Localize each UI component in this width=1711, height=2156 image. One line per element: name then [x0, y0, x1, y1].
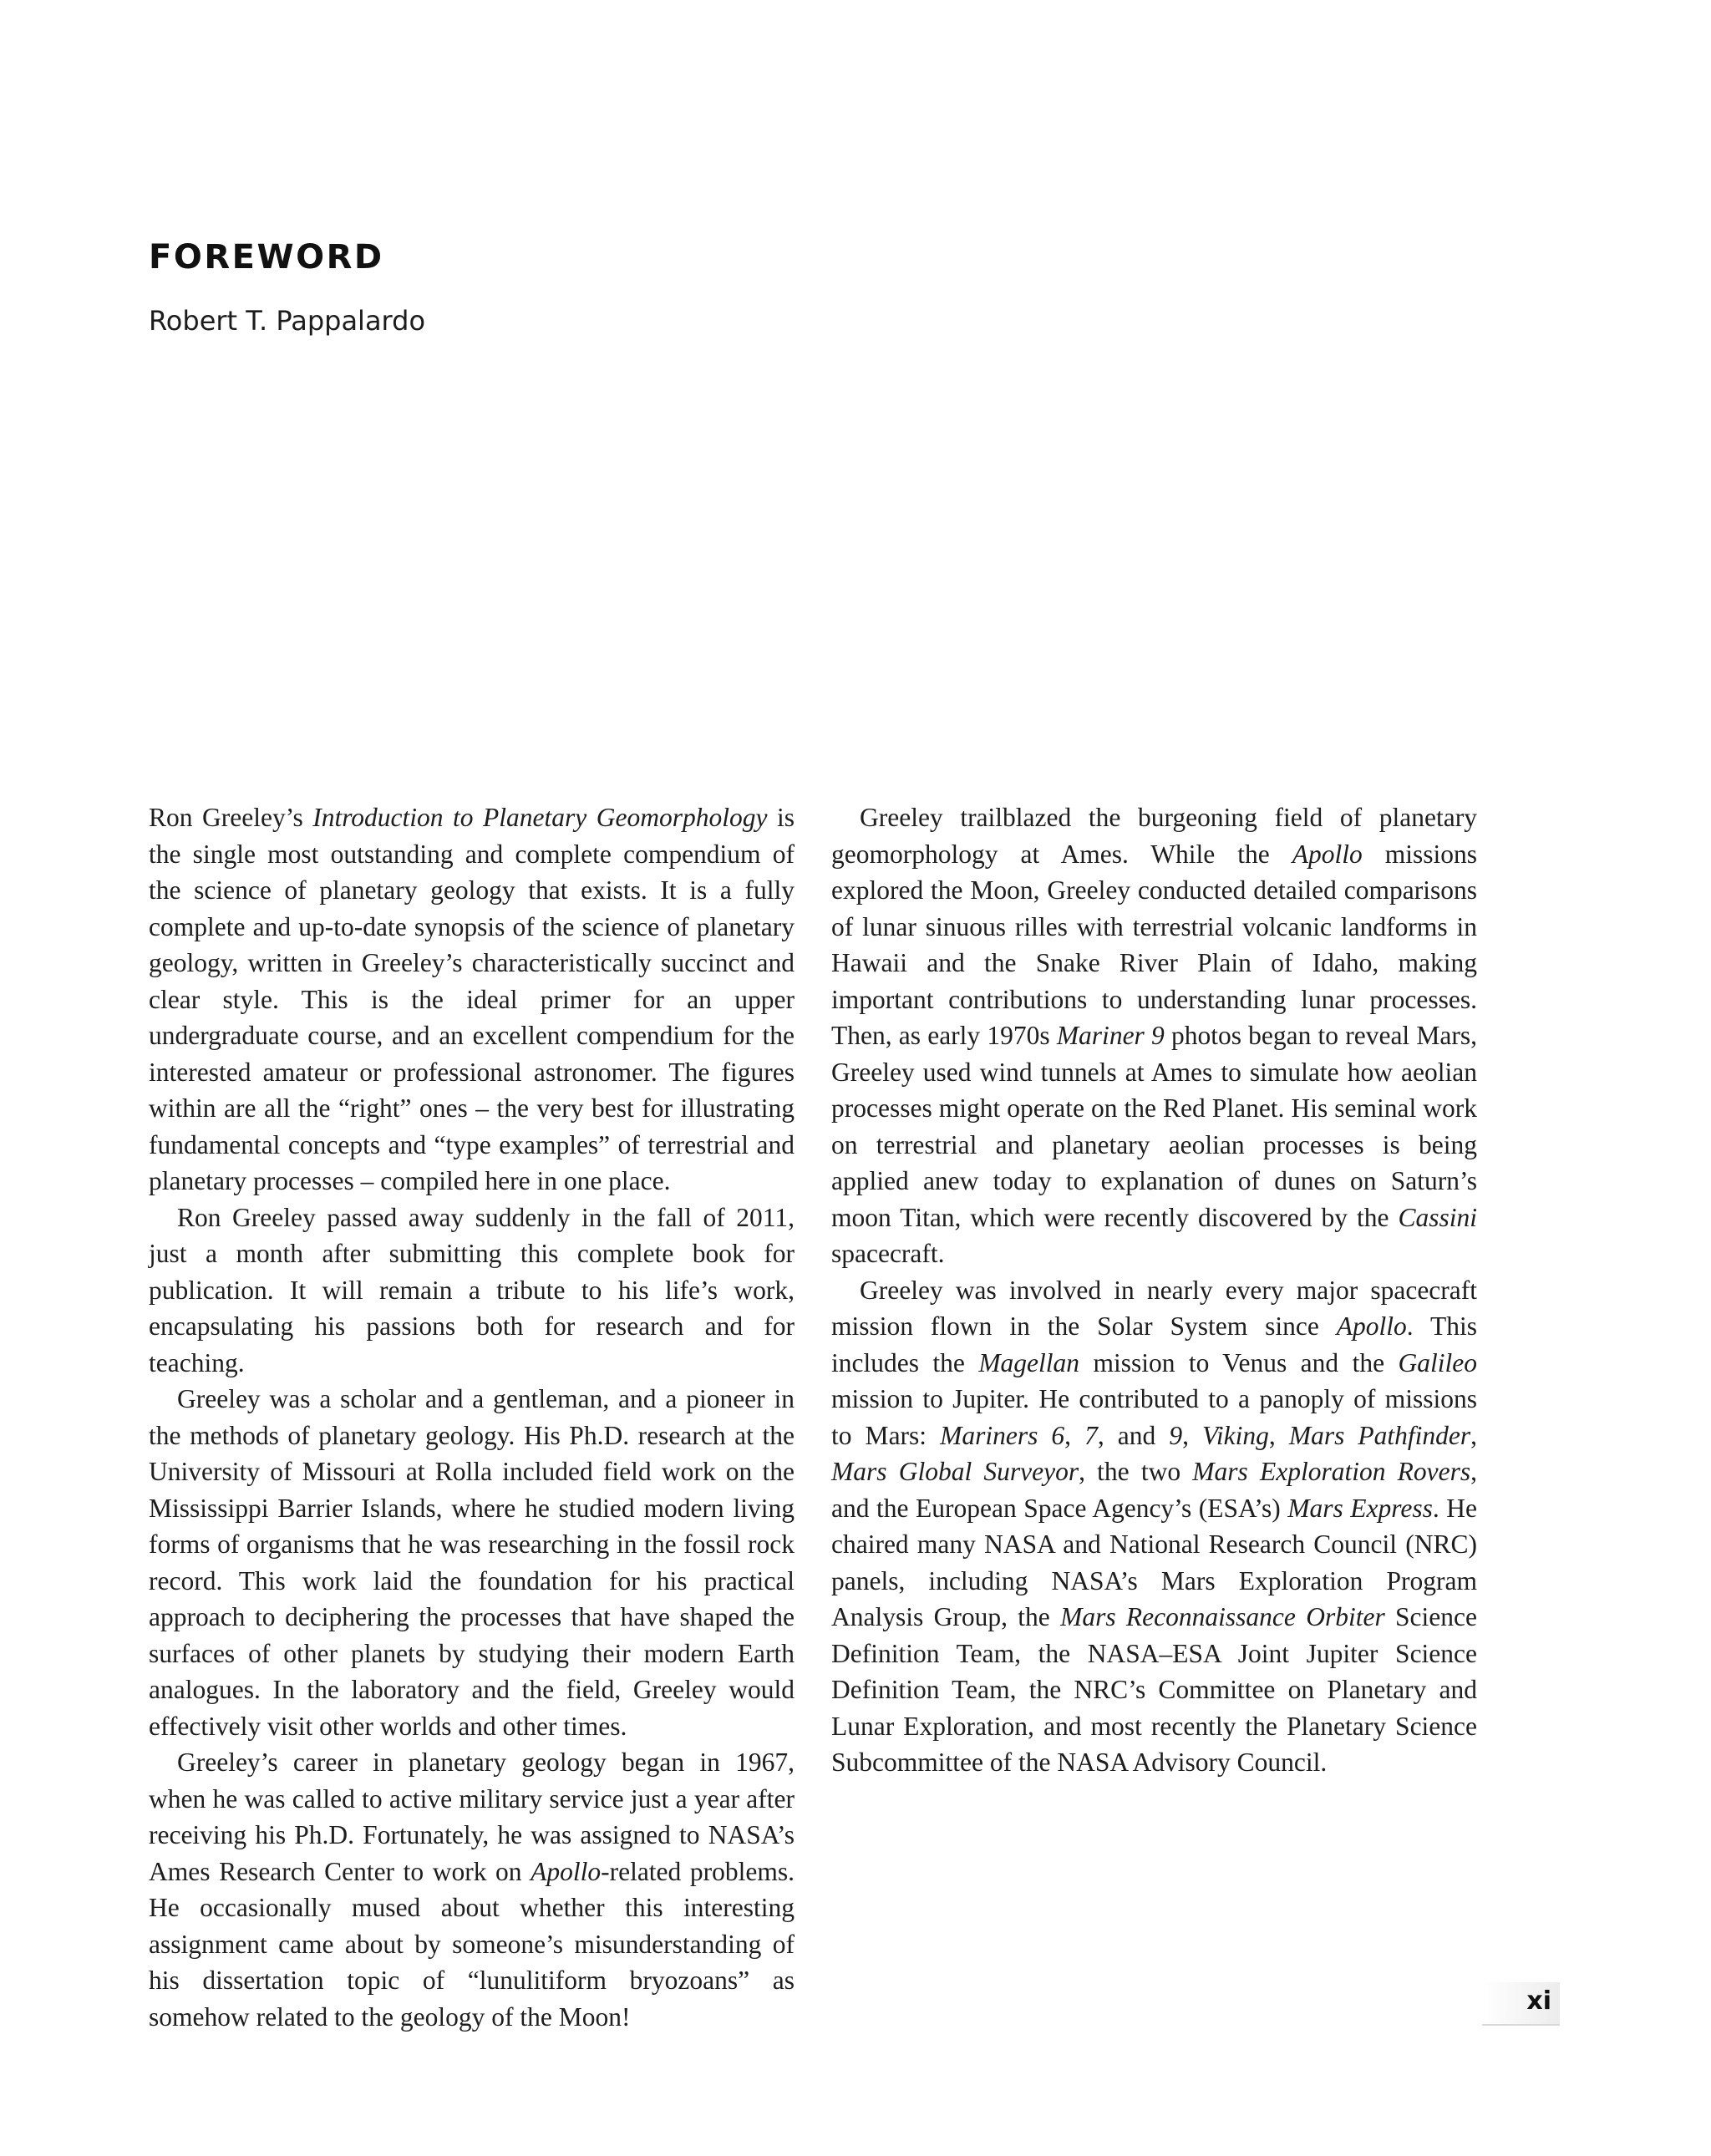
- page-number-tab: [1482, 1982, 1560, 2026]
- page-number: xi: [1526, 1986, 1551, 2016]
- page-title: FOREWORD: [149, 238, 384, 276]
- paragraph-4: Greeley’s career in planetary geology began in 1967, when he was called to active military service just a year after receiving his Ph.D. Fortunately, he was assigned to NASA’s Ames Research Center to work on Apollo-related problems. He occasionally mused about whether this interesting assignment came about by someone’s misunderstanding of his dissertation topic of “lunulitiform bryozoans” as somehow related to the geology of the Moon!: [149, 1748, 795, 2032]
- paragraph-1: Ron Greeley’s Introduction to Planetary Geomorphology is the single most outstanding and complete compendium of the science of planetary geology that exists. It is a fully complete and up-to-date synopsis of the science of planetary geology, written in Greeley’s characteristically succinct and clear style. This is the ideal primer for an upper undergraduate course, and an excellent compendium for the interested amateur or professional astronomer. The figures within are all the “right” ones – the very best for illustrating fundamental concepts and “type examples” of terrestrial and planetary processes – compiled here in one place.: [149, 803, 795, 1195]
- paragraph-3: Greeley was a scholar and a gentleman, and a pioneer in the methods of planetary geology. His Ph.D. research at the University of Missouri at Rolla included field work on the Mississippi Barrier Islands, where he studied modern living forms of organisms that he was researching in the fossil rock record. This work laid the foundation for his practical approach to deciphering the processes that have shaped the surfaces of other planets by studying their modern Earth analogues. In the laboratory and the field, Greeley would effectively visit other worlds and other times.: [149, 1384, 795, 1741]
- paragraph-6: Greeley was involved in nearly every major spacecraft mission flown in the Solar System since Apollo. This includes the Magellan mission to Venus and the Galileo mission to Jupiter. He contributed to a panoply of missions to Mars: Mariners 6, 7, and 9, Viking, Mars Pathfinder, Mars Global Surveyor, the two Mars Exploration Rovers, and the European Space Agency’s (ESA’s) Mars Express. He chaired many NASA and National Research Council (NRC) panels, including NASA’s Mars Exploration Program Analysis Group, the Mars Reconnaissance Orbiter Science Definition Team, the NASA–ESA Joint Jupiter Science Definition Team, the NRC’s Committee on Planetary and Lunar Exploration, and most recently the Planetary Science Subcommittee of the NASA Advisory Council.: [831, 1275, 1478, 1777]
- author-name: Robert T. Pappalardo: [149, 305, 426, 337]
- text-column-left: [149, 799, 795, 2035]
- paragraph-2: Ron Greeley passed away suddenly in the fall of 2011, just a month after submitting this complete book for publication. It will remain a tribute to his life’s work, encapsulating his passions both for research and for teaching.: [149, 1202, 795, 1377]
- text-column-right: [831, 799, 1477, 1781]
- book-title: Introduction to Planetary Geomorphology: [312, 803, 768, 832]
- paragraph-5: Greeley trailblazed the burgeoning field of planetary geomorphology at Ames. While the Apollo missions explored the Moon, Greeley conducted detailed comparisons of lunar sinuous rilles with terrestrial volcanic landforms in Hawaii and the Snake River Plain of Idaho, making important contributions to understanding lunar processes. Then, as early 1970s Mariner 9 photos began to reveal Mars, Greeley used wind tunnels at Ames to simulate how aeolian processes might operate on the Red Planet. His seminal work on terrestrial and planetary aeolian processes is being applied anew today to explanation of dunes on Saturn’s moon Titan, which were recently discovered by the Cassini spacecraft.: [831, 803, 1477, 1268]
